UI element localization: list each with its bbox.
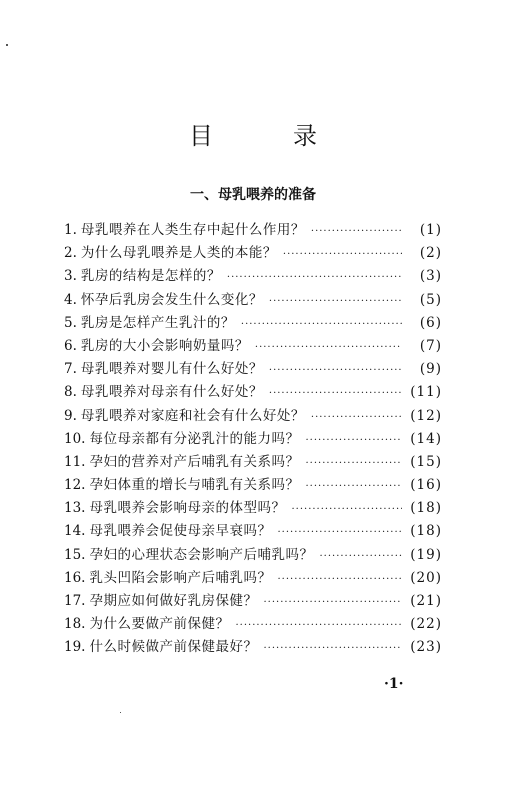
dot-leader: [305, 458, 402, 469]
toc-entry[interactable]: [64, 264, 442, 287]
toc-entry-page: (20): [410, 569, 442, 586]
toc-entry-title: 孕期应如何做好乳房保健？: [89, 593, 258, 609]
dot-leader: [277, 574, 402, 585]
toc-entry-title: 乳头凹陷会影响产后哺乳吗？: [89, 569, 272, 586]
toc-entry-title: 乳房的结构是怎样的？: [80, 268, 221, 285]
toc-entry-number: 11.: [64, 453, 86, 470]
toc-entry-page: (22): [410, 616, 442, 633]
dot-leader: [311, 226, 402, 237]
toc-entry[interactable]: [64, 357, 442, 380]
toc-entry[interactable]: [64, 450, 442, 473]
dot-leader: [269, 296, 402, 307]
toc-entry-title: 母乳喂养对婴儿有什么好处？: [80, 361, 263, 378]
toc-entry[interactable]: [64, 612, 442, 635]
toc-entry[interactable]: [64, 589, 442, 612]
toc-entry-number: 8.: [64, 384, 77, 401]
dot-leader: [235, 620, 402, 631]
dot-leader: [269, 365, 402, 376]
toc-entry-title: 什么时候做产前保健最好？: [89, 639, 258, 656]
toc-entry-number: 3.: [64, 268, 77, 285]
toc-entry[interactable]: [64, 566, 442, 589]
toc-entry-page: (12): [410, 407, 442, 424]
toc-entry[interactable]: [64, 496, 442, 519]
toc-entry-page: (15): [410, 453, 442, 470]
dot-leader: [305, 435, 402, 446]
toc-entry-page: (19): [410, 546, 442, 563]
page-number: ·1·: [384, 676, 404, 692]
toc-entry-number: 6.: [64, 337, 77, 354]
toc-entry-page: (23): [410, 639, 442, 656]
scan-speck: [6, 44, 8, 46]
dot-leader: [305, 481, 402, 492]
toc-entry-page: (1): [419, 222, 442, 238]
toc-entry-number: 14.: [64, 523, 86, 540]
toc-entry[interactable]: [64, 334, 442, 357]
toc-entry-number: 15.: [64, 546, 86, 563]
toc-entry-title: 怀孕后乳房会发生什么变化？: [80, 291, 263, 308]
toc-entry[interactable]: [64, 473, 442, 496]
toc-entry-page: (11): [410, 384, 442, 401]
toc-entry-number: 9.: [64, 407, 77, 424]
toc-entry-page: (7): [419, 337, 442, 354]
toc-entry-number: 16.: [64, 569, 86, 586]
dot-leader: [227, 272, 402, 283]
toc-list: [64, 218, 442, 659]
toc-entry-page: (18): [410, 523, 442, 540]
toc-entry-number: 1.: [64, 222, 77, 238]
toc-entry-page: (14): [410, 430, 442, 447]
toc-entry-title: 为什么母乳喂养是人类的本能？: [80, 245, 277, 262]
toc-entry-title: 母乳喂养会影响母亲的体型吗？: [89, 500, 286, 517]
toc-entry[interactable]: [64, 635, 442, 658]
section-heading: 一、母乳喂养的准备: [190, 187, 316, 203]
toc-entry-title: 母乳喂养会促使母亲早衰吗？: [89, 523, 272, 540]
toc-entry[interactable]: [64, 218, 442, 241]
toc-entry-title: 孕妇体重的增长与哺乳有关系吗？: [89, 477, 300, 494]
toc-entry-title: 母乳喂养在人类生存中起什么作用？: [80, 222, 305, 238]
toc-entry-number: 7.: [64, 361, 77, 378]
toc-entry[interactable]: [64, 311, 442, 334]
toc-entry-number: 18.: [64, 616, 86, 633]
toc-entry-number: 19.: [64, 639, 86, 656]
toc-entry-title: 孕妇的营养对产后哺乳有关系吗？: [89, 453, 300, 470]
toc-entry[interactable]: [64, 404, 442, 427]
toc-entry-page: (6): [419, 314, 442, 331]
toc-entry-title: 母乳喂养对母亲有什么好处？: [80, 384, 263, 401]
toc-entry-title: 为什么要做产前保健？: [89, 616, 230, 633]
dot-leader: [291, 504, 402, 515]
dot-leader: [283, 249, 402, 260]
toc-entry[interactable]: [64, 427, 442, 450]
scan-speck: [120, 712, 121, 713]
toc-entry-page: (9): [419, 361, 442, 378]
toc-entry-title: 乳房是怎样产生乳汁的？: [80, 314, 235, 331]
toc-entry-title: 孕妇的心理状态会影响产后哺乳吗？: [89, 546, 314, 563]
toc-entry-page: (16): [410, 477, 442, 494]
toc-entry-number: 13.: [64, 500, 86, 517]
dot-leader: [263, 643, 402, 654]
toc-entry-title: 每位母亲都有分泌乳汁的能力吗？: [89, 430, 300, 447]
toc-entry[interactable]: [64, 543, 442, 566]
toc-entry-number: 12.: [64, 477, 86, 494]
toc-entry-number: 17.: [64, 593, 86, 609]
dot-leader: [277, 527, 402, 538]
dot-leader: [319, 551, 402, 562]
toc-entry[interactable]: [64, 241, 442, 264]
toc-entry-title: 乳房的大小会影响奶量吗？: [80, 337, 249, 354]
toc-entry-number: 10.: [64, 430, 86, 447]
dot-leader: [311, 412, 402, 423]
toc-entry-page: (5): [419, 291, 442, 308]
dot-leader: [255, 342, 402, 353]
toc-entry-page: (2): [419, 245, 442, 262]
page-title: 目 录: [189, 122, 345, 151]
toc-entry[interactable]: [64, 519, 442, 542]
toc-entry[interactable]: [64, 380, 442, 403]
toc-entry-page: (21): [410, 593, 442, 609]
toc-entry-page: (18): [410, 500, 442, 517]
toc-entry[interactable]: [64, 288, 442, 311]
toc-entry-page: (3): [419, 268, 442, 285]
toc-entry-number: 2.: [64, 245, 77, 262]
dot-leader: [269, 388, 402, 399]
dot-leader: [263, 597, 402, 608]
toc-entry-number: 4.: [64, 291, 77, 308]
dot-leader: [241, 319, 402, 330]
toc-entry-number: 5.: [64, 314, 77, 331]
toc-entry-title: 母乳喂养对家庭和社会有什么好处？: [80, 407, 305, 424]
